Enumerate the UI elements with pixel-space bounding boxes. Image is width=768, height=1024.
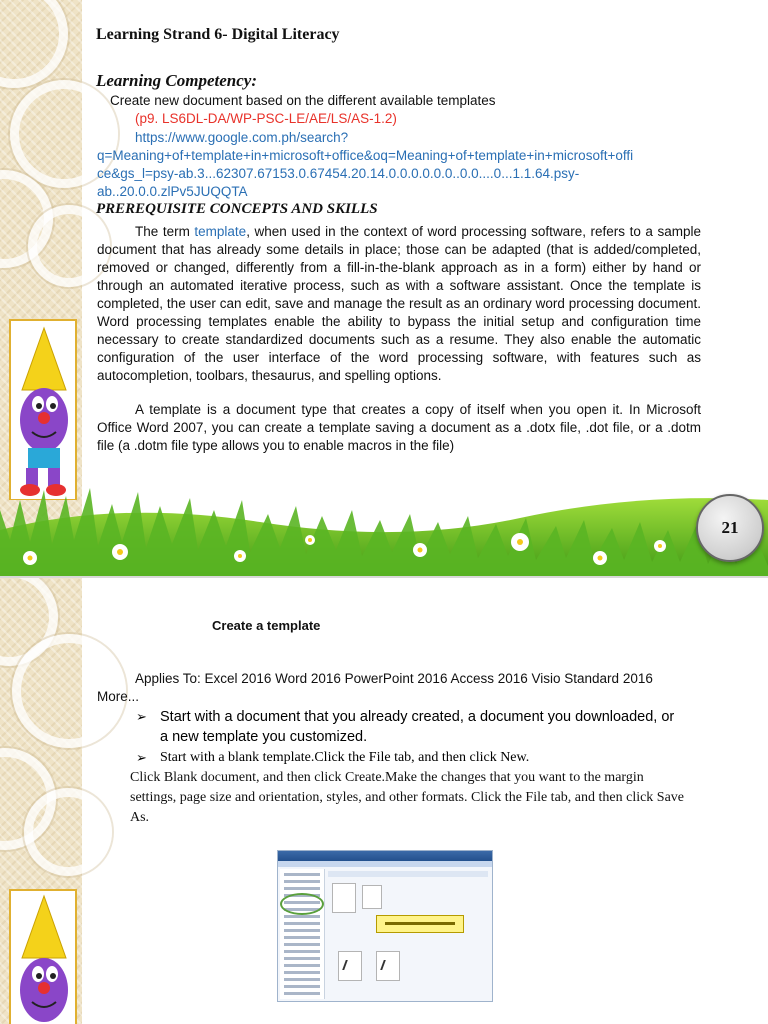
crayon-mascot-image bbox=[8, 882, 80, 1024]
arrow-bullet-icon: ➢ bbox=[136, 709, 147, 724]
paragraph-text: , when used in the context of word processing software, refers to a sample document that has already some details in place; those can be adapted (that is added/completed, removed or changed, differently from a fill-in-the-blank approach as in a form) either by hand or through an automated iterative process, such as with a software assistant. Once the template is completed, the user can edit, save and manage the result as an ordinary word processing document. Word processing templates enable the ability to bypass the initial setup and configuration time necessary to create standardized documents such as a resume. They also enable the automatic configuration of the user interface of the word processing software, with features such as autocompletion, toolbars, thesaurus, and spelling options. bbox=[97, 224, 702, 383]
highlight-circle-icon bbox=[280, 893, 324, 915]
document-icon bbox=[376, 951, 400, 981]
word-new-document-screenshot bbox=[277, 850, 493, 1002]
reference-link-line: https://www.google.com.ph/search? bbox=[135, 130, 349, 145]
document-icon bbox=[338, 951, 362, 981]
paragraph-text: A template is a document type that creates a copy of itself when you open it. In Microsoft Office Word 2007, you can create a template saving a document as a .dotx file, .dot file, or a .dotm file (a .dotm file type allows you to enable macros in the file) bbox=[97, 402, 701, 453]
prerequisite-heading: PREREQUISITE CONCEPTS AND SKILLS bbox=[96, 201, 378, 217]
arrow-bullet-icon: ➢ bbox=[136, 750, 147, 765]
reference-link-line: ce&gs_l=psy-ab.3...62307.67153.0.67454.20.14.0.0.0.0.0.0..0.0....0...1.1.64.psy- bbox=[97, 166, 580, 181]
reference-link-line: q=Meaning+of+template+in+microsoft+office&oq=Meaning+of+template+in+microsoft+offi bbox=[97, 148, 634, 163]
decorative-ring bbox=[24, 788, 112, 876]
competency-code: (p9. LS6DL-DA/WP-PSC-LE/AE/LS/AS-1.2) bbox=[135, 111, 397, 126]
competency-heading: Learning Competency: bbox=[96, 71, 258, 90]
screenshot-pane-header bbox=[328, 871, 488, 877]
decorative-ring bbox=[0, 0, 68, 88]
bullet-item bbox=[136, 748, 676, 768]
paragraph-template-definition bbox=[97, 223, 701, 385]
reference-link-line: ab..20.0.0.zlPv5JUQQTA bbox=[97, 184, 248, 199]
section-title: Create a template bbox=[212, 618, 321, 633]
applies-to-text bbox=[97, 670, 687, 706]
reference-link[interactable] bbox=[97, 129, 697, 201]
screenshot-ribbon bbox=[278, 861, 492, 867]
page-number-badge: 21 bbox=[696, 494, 764, 562]
competency-text: Create new document based on the different available templates bbox=[110, 93, 496, 108]
page-title: Learning Strand 6- Digital Literacy bbox=[96, 26, 340, 43]
grass-banner-image bbox=[0, 470, 768, 576]
screenshot-titlebar bbox=[278, 851, 492, 861]
document-icon bbox=[362, 885, 382, 909]
document-page-2 bbox=[0, 578, 768, 1024]
screenshot-tooltip bbox=[376, 915, 464, 933]
bullet-text: Start with a document that you already created, a document you downloaded, or a new template you customized. bbox=[160, 709, 675, 745]
paragraph-template-file-types bbox=[97, 401, 701, 455]
screenshot-template-list bbox=[280, 869, 325, 999]
paragraph-text: The term bbox=[135, 224, 195, 239]
applies-to-label: Applies To: Excel 2016 Word 2016 PowerPoint 2016 Access 2016 Visio Standard 2016 More... bbox=[97, 671, 653, 704]
blank-document-icon bbox=[332, 883, 356, 913]
instructions-paragraph: Click Blank document, and then click Create.Make the changes that you want to the margin settings, page size and orientation, styles, and other formats. Click the File tab, and then click Save As. bbox=[130, 770, 685, 825]
template-link[interactable]: template bbox=[194, 224, 247, 239]
bullet-item bbox=[136, 707, 676, 747]
bullet-text: Start with a blank template.Click the File tab, and then click New. bbox=[160, 750, 530, 765]
